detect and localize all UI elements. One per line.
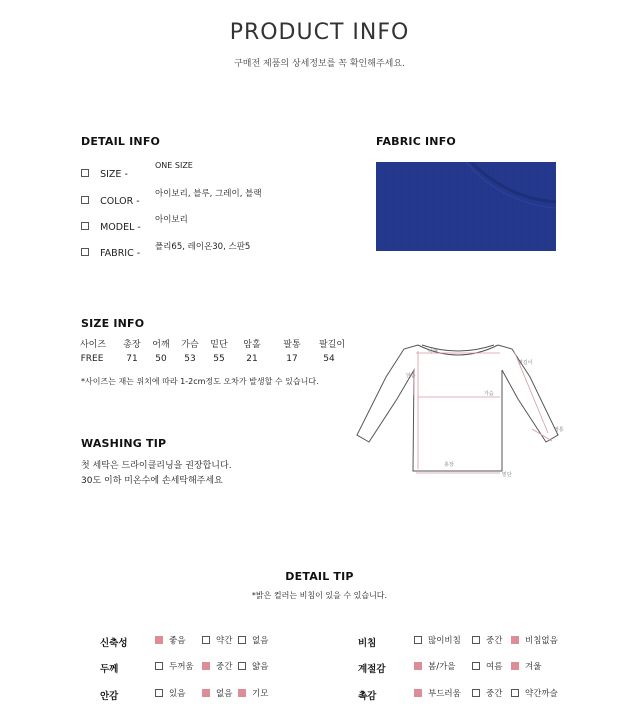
detail-row-fabric — [81, 241, 140, 260]
tip-option: 없음 — [238, 634, 268, 646]
page-subtitle: 구매전 제품의 상세정보를 꼭 확인해주세요. — [234, 59, 405, 69]
detail-tip-heading: DETAIL TIP — [285, 570, 354, 583]
size-cell: 17 — [286, 354, 298, 364]
tip-label-season: 계절감 — [358, 664, 386, 675]
tip-option: 있음 — [155, 687, 185, 699]
tip-label-lining: 안감 — [100, 691, 119, 702]
tip-label-stretch: 신축성 — [100, 638, 128, 649]
tip-option: 없음 — [202, 687, 232, 699]
tip-option: 중간 — [472, 687, 502, 699]
tip-label-sheer: 비침 — [358, 638, 377, 649]
checkbox-icon — [472, 662, 480, 670]
detail-tip-note: *밝은 컬러는 비침이 있을 수 있습니다. — [251, 591, 388, 600]
size-col-header: 밑단 — [210, 340, 228, 350]
detail-value: 아이보리, 블루, 그레이, 블랙 — [155, 189, 262, 199]
tip-option: 중간 — [202, 660, 232, 672]
detail-value: 폴리65, 레이온30, 스판5 — [155, 242, 251, 252]
checkbox-icon — [511, 636, 519, 644]
size-cell: 54 — [323, 354, 335, 364]
tip-option: 중간 — [472, 634, 502, 646]
checkbox-icon — [238, 662, 246, 670]
size-note: *사이즈는 재는 위치에 따라 1-2cm정도 오차가 발생할 수 있습니다. — [81, 377, 319, 386]
size-info-heading: SIZE INFO — [81, 317, 145, 330]
page-title: PRODUCT INFO — [229, 20, 410, 45]
detail-label: COLOR - — [100, 196, 140, 207]
checkbox-icon — [238, 689, 246, 697]
label-length: 총장 — [444, 462, 454, 468]
label-hem: 밑단 — [502, 472, 512, 478]
checkbox-icon — [81, 248, 89, 256]
checkbox-icon — [155, 662, 163, 670]
size-cell: 53 — [184, 354, 196, 364]
checkbox-icon — [81, 169, 89, 177]
checkbox-icon — [414, 636, 422, 644]
size-col-header: 사이즈 — [79, 340, 107, 350]
label-sleeve-width: 팔통 — [554, 427, 564, 433]
detail-row-color — [81, 189, 140, 208]
checkbox-icon — [414, 689, 422, 697]
tip-option: 좋음 — [155, 634, 185, 646]
detail-label: SIZE - — [100, 169, 128, 180]
detail-value: ONE SIZE — [155, 161, 193, 170]
checkbox-icon — [202, 689, 210, 697]
size-cell: 55 — [213, 354, 225, 364]
tip-option: 여름 — [472, 660, 502, 672]
size-col-header: 총장 — [123, 340, 141, 350]
fabric-info-heading: FABRIC INFO — [376, 135, 456, 148]
checkbox-icon — [155, 636, 163, 644]
checkbox-icon — [238, 636, 246, 644]
label-chest: 가슴 — [484, 391, 494, 397]
size-col-header: 가슴 — [181, 340, 199, 350]
size-col-header: 암홀 — [243, 340, 261, 350]
checkbox-icon — [202, 662, 210, 670]
detail-row-size — [81, 162, 128, 181]
detail-info-heading: DETAIL INFO — [81, 135, 161, 148]
checkbox-icon — [202, 636, 210, 644]
size-cell: 71 — [126, 354, 138, 364]
detail-label: MODEL - — [100, 222, 141, 233]
checkbox-icon — [155, 689, 163, 697]
checkbox-icon — [414, 662, 422, 670]
label-shoulder: 어깨 — [428, 349, 438, 355]
size-col-header: 팔길이 — [318, 340, 346, 350]
checkbox-icon — [511, 662, 519, 670]
tip-option: 기모 — [238, 687, 268, 699]
tip-option: 약간까슬 — [511, 687, 558, 699]
tip-option: 많이비침 — [414, 634, 461, 646]
detail-row-model — [81, 215, 141, 234]
tip-option: 겨울 — [511, 660, 541, 672]
measurement-diagram — [352, 335, 572, 485]
checkbox-icon — [511, 689, 519, 697]
checkbox-icon — [472, 636, 480, 644]
size-cell: 50 — [155, 354, 167, 364]
checkbox-icon — [81, 222, 89, 230]
size-col-header: 어깨 — [152, 340, 170, 350]
fabric-texture — [376, 162, 556, 251]
checkbox-icon — [81, 196, 89, 204]
checkbox-icon — [472, 689, 480, 697]
label-armhole: 암홀 — [406, 373, 416, 379]
size-cell: 21 — [246, 354, 258, 364]
washing-line: 첫 세탁은 드라이클리닝을 권장합니다. — [81, 461, 232, 471]
tip-option: 약간 — [202, 634, 232, 646]
tip-label-texture: 촉감 — [358, 691, 377, 702]
tip-option: 두꺼움 — [155, 660, 194, 672]
detail-value: 아이보리 — [155, 215, 188, 225]
tip-option: 부드러움 — [414, 687, 461, 699]
washing-line: 30도 이하 미온수에 손세탁해주세요 — [81, 476, 223, 486]
tip-label-thickness: 두께 — [100, 664, 119, 675]
measure-lines — [414, 351, 552, 473]
tip-option: 비침없음 — [511, 634, 558, 646]
tip-option: 얇음 — [238, 660, 268, 672]
detail-label: FABRIC - — [100, 248, 141, 259]
tip-option: 봄/가을 — [414, 660, 456, 672]
label-sleeve-length: 팔길이 — [518, 360, 533, 366]
fabric-swatch — [376, 162, 556, 251]
size-cell: FREE — [80, 354, 104, 364]
size-col-header: 팔통 — [283, 340, 301, 350]
washing-tip-heading: WASHING TIP — [81, 437, 167, 450]
